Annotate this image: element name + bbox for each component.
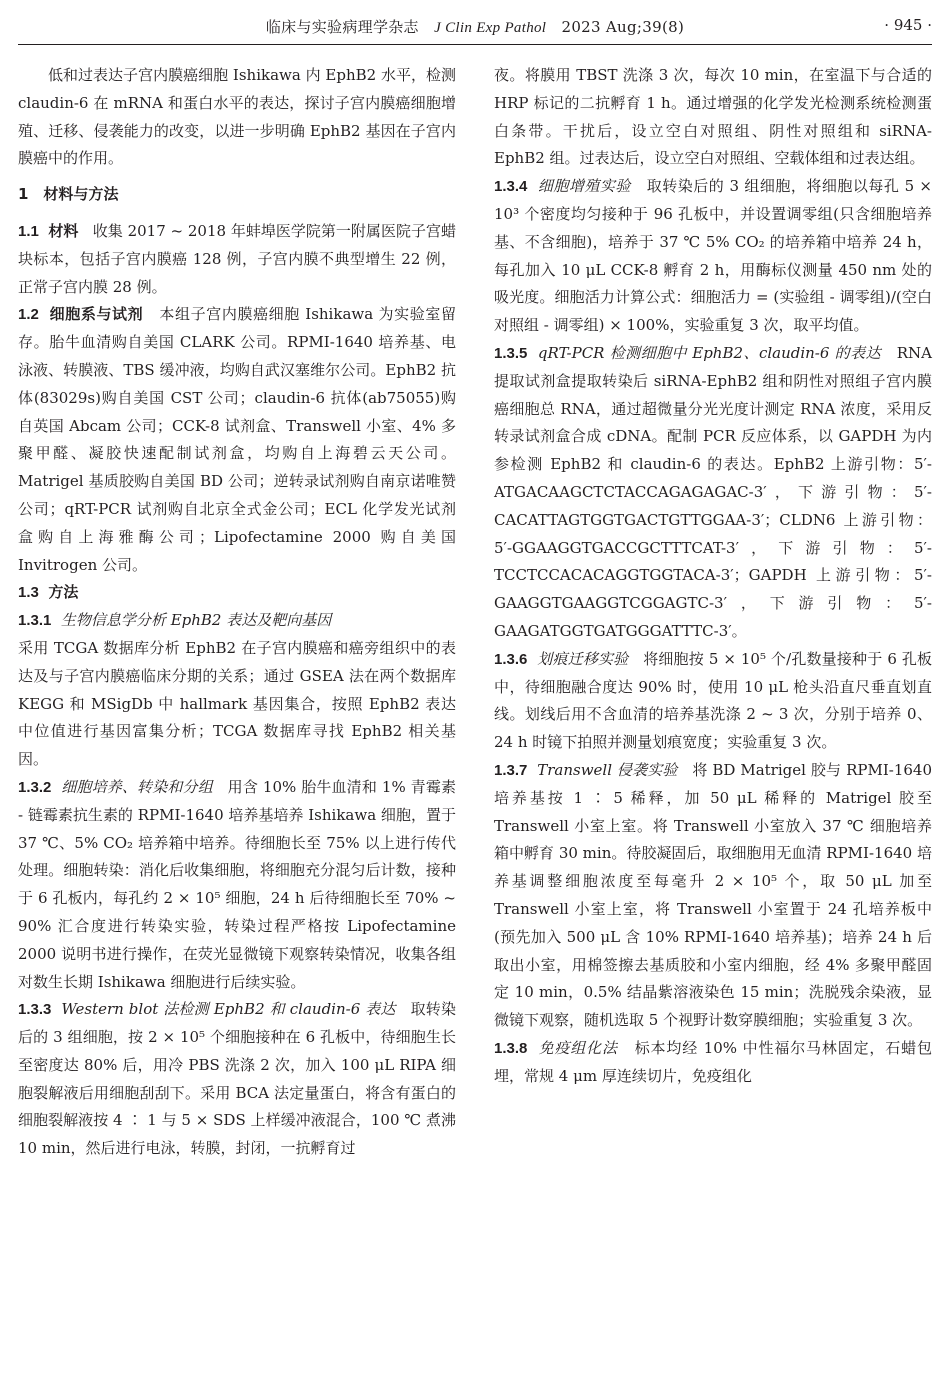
section-1-3: 1.3 方法 — [18, 583, 79, 602]
journal-title-en: J Clin Exp Pathol — [434, 20, 547, 36]
page-number: · 945 · — [884, 16, 932, 34]
running-header — [18, 14, 932, 45]
section-1-2: 1.2 细胞系与试剂 本组子宫内膜癌细胞 Ishikawa 为实验室留存。胎牛血清购自美国 CLARK 公司。RPMI-1640 培养基、电泳液、转膜液、TBS 缓冲液，均购自武汉塞维尔公司。EphB2 抗体(83029s)购自美国 CST 公司；claudin-6 抗体(ab75055)购自英国 Abcam 公司；CCK-8 试剂盒、Transwell 小室、4% 多聚甲醛、凝胶快速配制试剂盒，均购自上海碧云天公司。Matrigel 基质胶购自美国 BD 公司；逆转录试剂购自南京诺唯赞公司；qRT-PCR 试剂购自北京全式金公司；ECL 化学发光试剂盒购自上海雅酶公司；Lipofectamine 2000 购自美国 Invitrogen 公司。 — [18, 305, 456, 574]
left-column — [18, 62, 456, 1163]
section-1-3-1: 1.3.1 生物信息学分析 EphB2 表达及靶向基因 采用 TCGA 数据库分析 EphB2 在子宫内膜癌和癌旁组织中的表达及与子宫内膜癌临床分期的关系；通过 GSEA 法在两个数据库 KEGG 和 MSigDb 中 hallmark 基因集合，按照 EphB2 表达中位值进行基因富集分析；TCGA 数据库寻找 EphB2 相关基因。 — [18, 611, 456, 769]
section-1-3-4: 1.3.4 细胞增殖实验 取转染后的 3 组细胞，将细胞以每孔 5 × 10³ 个密度均匀接种于 96 孔板中，并设置调零组(只含细胞培养基、不含细胞)，培养于 37 ℃ 5% CO₂ 的培养箱中培养 24 h，每孔加入 10 μL CCK-8 孵育 2 h，用酶标仪测量 450 nm 处的吸光度。细胞活力计算公式：细胞活力 = (实验组 - 调零组)/(空白对照组 - 调零组) × 100%，实验重复 3 次，取平均值。 — [494, 177, 932, 335]
issue-info: 2023 Aug;39(8) — [561, 18, 685, 36]
section-1-3-3: 1.3.3 Western blot 法检测 EphB2 和 claudin-6 表达 取转染后的 3 组细胞，按 2 × 10⁵ 个细胞接种在 6 孔板中，待细胞生长至密度达 80% 后，用冷 PBS 洗涤 2 次，加入 100 μL RIPA 细胞裂解液后用细胞刮刮下。采用 BCA 法定量蛋白，将含有蛋白的细胞裂解液按 4 ∶ 1 与 5 × SDS 上样缓冲液混合，100 ℃ 煮沸 10 min，然后进行电泳，转膜，封闭，一抗孵育过 — [18, 1000, 456, 1158]
right-column — [494, 62, 932, 1090]
journal-info — [18, 16, 932, 37]
section-1-3-7: 1.3.7 Transwell 侵袭实验 将 BD Matrigel 胶与 RPMI-1640 培养基按 1 ∶ 5 稀释，加 50 μL 稀释的 Matrigel 胶至 Transwell 小室上室。将 Transwell 小室放入 37 ℃ 细胞培养箱中孵育 30 min。待胶凝固后，取细胞用无血清 RPMI-1640 培养基调整细胞浓度至每毫升 2 × 10⁵ 个，取 50 μL 加至 Transwell 小室上室，将 Transwell 小室置于 24 孔培养板中(预先加入 500 μL 含 10% RPMI-1640 培养基)；培养 24 h 后取出小室，用棉签擦去基质胶和小室内细胞，经 4% 多聚甲醛固定 10 min，0.5% 结晶紫溶液染色 15 min；洗脱残余染液，显微镜下观察，随机选取 5 个视野计数穿膜细胞；实验重复 3 次。 — [494, 760, 932, 1030]
section-1-3-2: 1.3.2 细胞培养、转染和分组 用含 10% 胎牛血清和 1% 青霉素 - 链霉素抗生素的 RPMI-1640 培养基培养 Ishikawa 细胞，置于 37 ℃、5% CO₂ 培养箱中培养。待细胞长至 75% 以上进行传代处理。细胞转染：消化后收集细胞，将细胞充分混匀后计数，接种于 6 孔板内，每孔约 2 × 10⁵ 细胞，24 h 后待细胞长至 70% ~ 90% 汇合度进行转染实验，转染过程严格按 Lipofectamine 2000 说明书进行操作，在荧光显微镜下观察转染情况，收集各组对数生长期 Ishikawa 细胞进行后续实验。 — [18, 777, 456, 991]
section-1-3-6: 1.3.6 划痕迁移实验 将细胞按 5 × 10⁵ 个/孔数量接种于 6 孔板中，待细胞融合度达 90% 时，使用 10 μL 枪头沿直尺垂直划直线。划线后用不含血清的培养基洗涤 2 ~ 3 次，分别于培养 0、24 h 时镜下拍照并测量划痕宽度；实验重复 3 次。 — [494, 649, 932, 752]
continued-paragraph: 夜。将膜用 TBST 洗涤 3 次，每次 10 min，在室温下与合适的 HRP 标记的二抗孵育 1 h。通过增强的化学发光检测系统检测蛋白条带。干扰后，设立空白对照组、阴性对照组和 siRNA-EphB2 组。过表达后，设立空白对照组、空载体组和过表达组。 — [494, 66, 932, 168]
section-1-1: 1.1 材料 收集 2017 ~ 2018 年蚌埠医学院第一附属医院子宫蜡块标本，包括子宫内膜癌 128 例，子宫内膜不典型增生 22 例，正常子宫内膜 28 例。 — [18, 221, 456, 296]
intro-paragraph: 低和过表达子宫内膜癌细胞 Ishikawa 内 EphB2 水平，检测 claudin-6 在 mRNA 和蛋白水平的表达，探讨子宫内膜癌细胞增殖、迁移、侵袭能力的改变，以进一步明确 EphB2 基因在子宫内膜癌中的作用。 — [18, 66, 456, 168]
journal-title-cn: 临床与实验病理学杂志 — [265, 18, 419, 36]
section-1-3-5: 1.3.5 qRT-PCR 检测细胞中 EphB2、claudin-6 的表达 RNA 提取试剂盒提取转染后 siRNA-EphB2 组和阴性对照组子宫内膜癌细胞总 RNA，通过超微量分光光度计测定 RNA 浓度，采用反转录试剂盒合成 cDNA。配制 PCR 反应体系，以 GAPDH 为内参检测 EphB2 和 claudin-6 的表达。EphB2 上游引物：5′-ATGACAAGCTCTACCAGAGAGAC-3′，下游引物：5′-CACATTAGTGGTGACTGTTGGAA-3′；CLDN6 上游引物：5′-GGAAGGTGACCGCTTTCAT-3′，下游引物：5′-TCCTCCACACAGGTGGTACA-3′；GAPDH 上游引物：5′-GAAGGTGAAGGTCGGAGTC-3′，下游引物：5′-GAAGATGGTGATGGGATTTC-3′。 — [494, 343, 932, 640]
section-heading: 1 材料与方法 — [18, 185, 119, 204]
section-1-3-8: 1.3.8 免疫组化法 标本均经 10% 中性福尔马林固定，石蜡包埋，常规 4 μm 厚连续切片，免疫组化 — [494, 1038, 932, 1085]
